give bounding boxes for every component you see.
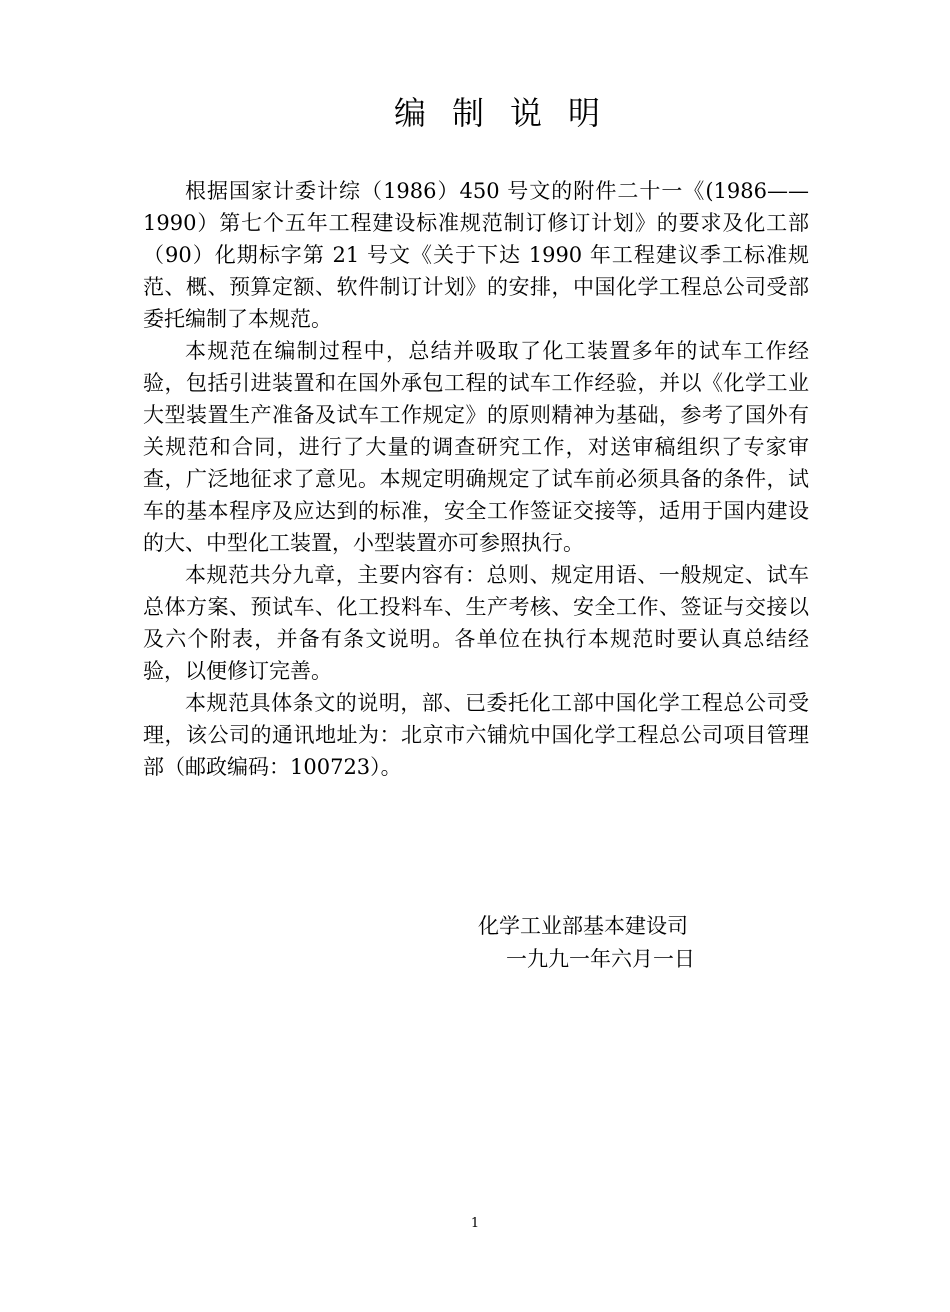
paragraph-2: 本规范在编制过程中，总结并吸取了化工装置多年的试车工作经验，包括引进装置和在国外承包工程的试车工作经验，并以《化学工业大型装置生产准备及试车工作规定》的原则精神为基础，参考了国外有关规范和合同，进行了大量的调查研究工作，对送审稿组织了专家审查，广泛地征求了意见。本规定明确规定了试车前必须具备的条件，试车的基本程序及应达到的标准，安全工作签证交接等，适用于国内建设的大、中型化工装置，小型装置亦可参照执行。	[143, 339, 809, 555]
signature-block	[478, 910, 695, 976]
page-title: 编制说明	[393, 94, 626, 132]
body-text	[143, 175, 809, 783]
paragraph-1: 根据国家计委计综（1986）450 号文的附件二十一《(1986——1990）第七个五年工程建设标准规范制订修订计划》的要求及化工部（90）化期标字第 21 号文《关于下达 1990 年工程建议季工标准规范、概、预算定额、软件制订计划》的安排，中国化学工程总公司受部委托编制了本规范。	[143, 179, 809, 331]
page-number: 1	[470, 1216, 480, 1231]
paragraph-4: 本规范具体条文的说明，部、已委托化工部中国化学工程总公司受理，该公司的通讯地址为：北京市六铺炕中国化学工程总公司项目管理部（邮政编码：100723）。	[143, 691, 809, 779]
paragraph-3: 本规范共分九章，主要内容有：总则、规定用语、一般规定、试车总体方案、预试车、化工投料车、生产考核、安全工作、签证与交接以及六个附表，并备有条文说明。各单位在执行本规范时要认真总结经验，以便修订完善。	[143, 563, 809, 683]
signature-organization: 化学工业部基本建设司	[478, 914, 688, 938]
signature-date: 一九九一年六月一日	[506, 947, 695, 971]
